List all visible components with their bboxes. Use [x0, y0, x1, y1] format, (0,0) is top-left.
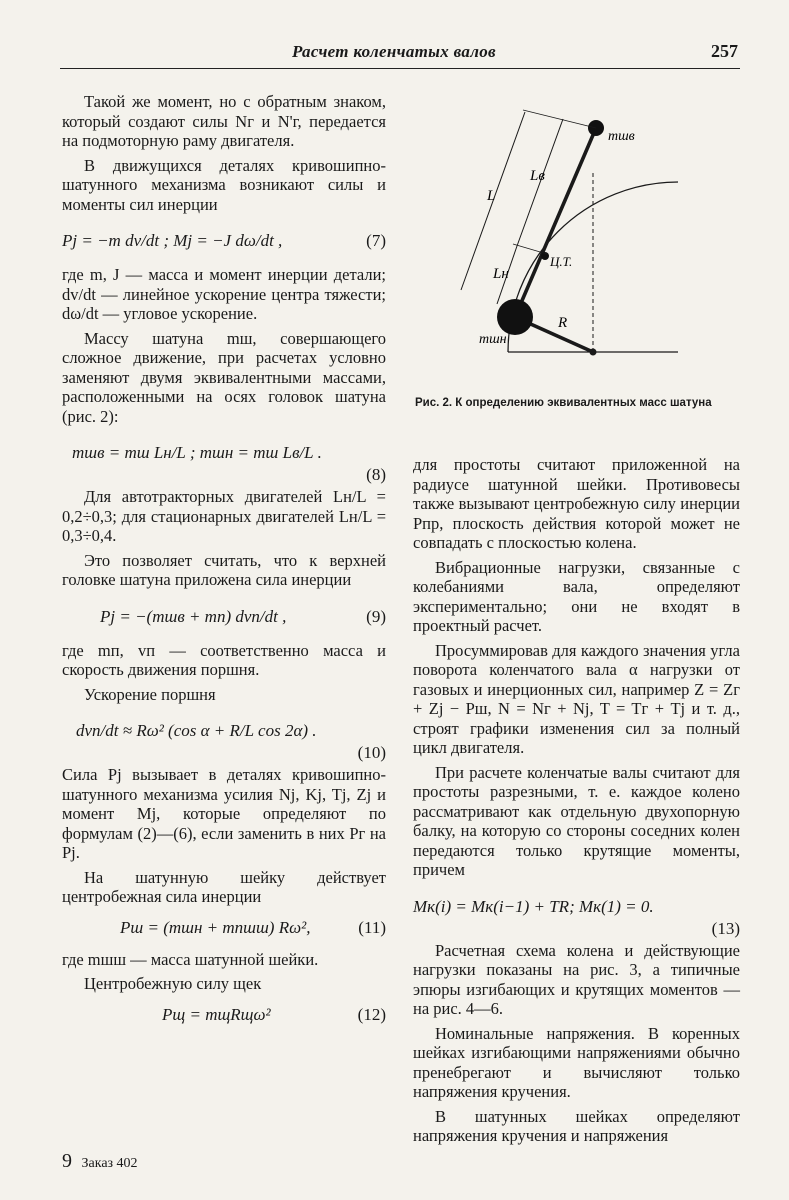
equation-13 [413, 885, 740, 941]
equation-number: (8) [366, 465, 386, 484]
paragraph: Номинальные напряжения. В коренных шейках изгибающими напряжениями обычно пренебрегают и вычисляют только напряжения кручения. [413, 1023, 740, 1101]
equation-11 [62, 912, 386, 950]
equation-number: (10) [357, 743, 386, 762]
paragraph: где mшш — масса шатунной шейки. [62, 949, 319, 969]
equation-number: (9) [366, 606, 386, 626]
label-Ln: Lн [493, 266, 509, 282]
paragraph: Массу шатуна mш, совершающего сложное движение, при расчетах условно заменяют двумя эквивалентными массами, расположенными на осях головок шатуна (рис. 2): [62, 328, 386, 426]
paragraph: Это позволяет считать, что к верхней головке шатуна приложена сила инерции [62, 550, 386, 589]
order-label: Заказ 402 [81, 1156, 138, 1171]
extension-line-cm [513, 244, 547, 254]
sheet-number: 9 [62, 1150, 72, 1172]
equation-7 [62, 219, 386, 265]
figure-caption: Рис. 2. К определению эквивалентных масс шатуна [415, 397, 712, 409]
equation-text: dvп/dt ≈ Rω² (cos α + R/L cos 2α) . [76, 721, 317, 740]
footer [62, 1150, 138, 1173]
label-L: L [487, 188, 496, 204]
equation-text: mшв = mш Lн/L ; mшн = mш Lв/L . [72, 443, 322, 462]
paragraph: Расчетная схема колена и действующие нагрузки показаны на рис. 3, а типичные эпюры изгибающих и крутящих моментов — на рис. 4—6. [413, 940, 740, 1018]
equation-text: Pj = −m dv/dt ; Mj = −J dω/dt , [62, 231, 283, 250]
equation-text: Pj = −(mшв + mп) dvп/dt , [100, 606, 287, 626]
extension-line-top [523, 110, 596, 128]
equation-10 [62, 709, 386, 765]
running-header [60, 40, 740, 69]
paragraph: Сила Pj вызывает в деталях кривошипно-шатунного механизма усилия Nj, Kj, Tj, Zj и момент Mj, которые определяют по формулам (2)—(6), если заменить в них Pг на Pj. [62, 765, 386, 862]
paragraph: При расчете коленчатые валы считают для простоты разрезными, т. е. каждое колено рассматривают как отдельную двухопорную балку, на которую со стороны соседних колен передаются только крутящие моменты, причем [413, 762, 740, 879]
running-title: Расчет коленчатых валов [292, 42, 496, 61]
label-R: R [558, 315, 568, 331]
label-center-of-mass: Ц.Т. [550, 254, 573, 269]
crank-center-dot [590, 349, 597, 356]
paragraph: В шатунных шейках определяют напряжения кручения и напряжения [413, 1106, 740, 1145]
equation-12 [62, 999, 386, 1035]
paragraph: На шатунную шейку действует центробежная сила инерции [62, 867, 386, 906]
label-mshn: mшн [479, 332, 507, 347]
paragraph: для простоты считают приложенной на радиусе шатунной шейки. Противовесы также вызывают центробежную силу инерции Pпр, плоскость действия которой может не совпадать с плоскостью колена. [413, 455, 740, 552]
paragraph: Для автотракторных двигателей Lн/L = 0,2÷0,3; для стационарных двигателей Lн/L = 0,3÷0,4. [62, 487, 386, 545]
paragraph: где m, J — масса и момент инерции детали; dv/dt — линейное ускорение центра тяжести; dω/dt — угловое ускорение. [62, 265, 386, 323]
equation-text: Mк(i) = Mк(i−1) + TR; Mк(1) = 0. [413, 896, 654, 916]
left-column [62, 92, 386, 1035]
equation-text: Pш = (mшн + mпшш) Rω², [120, 917, 311, 937]
page-number: 257 [711, 41, 738, 61]
paragraph: Такой же момент, но с обратным знаком, который создают силы Nг и N'г, передается на подмоторную раму двигателя. [62, 92, 386, 150]
equation-number: (11) [358, 917, 386, 937]
right-column [413, 455, 740, 1151]
paragraph: Просуммировав для каждого значения угла поворота коленчатого вала α нагрузки от газовых и инерционных сил, например Z = Zг + Zj − Pш, N = Nг + Nj, T = Tг + Tj и т. д., строят графики изменения сил за полный цикл двигателя. [413, 640, 740, 757]
label-mshv: mшв [608, 129, 635, 144]
label-Lv: Lв [530, 168, 545, 184]
paragraph: где mп, vп — соответственно масса и скорость движения поршня. [62, 640, 386, 679]
lower-mass-circle [497, 299, 533, 335]
paragraph: Вибрационные нагрузки, связанные с колебаниями вала, определяют экспериментально; они не входят в проектный расчет. [413, 557, 740, 635]
paragraph: Ускорение поршня [84, 684, 216, 704]
equation-number: (13) [711, 918, 740, 938]
equation-number: (12) [357, 1004, 386, 1024]
figure-connecting-rod [413, 92, 740, 392]
connecting-rod [515, 128, 596, 317]
equation-8 [62, 431, 386, 487]
equation-text: Pщ = mщRщω² [162, 1004, 271, 1024]
paragraph: Центробежную силу щек [84, 974, 262, 993]
equation-number: (7) [366, 231, 386, 250]
paragraph: В движущихся деталях кривошипно-шатунного механизма возникают силы и моменты сил инерции [62, 155, 386, 214]
equation-9 [62, 595, 386, 641]
